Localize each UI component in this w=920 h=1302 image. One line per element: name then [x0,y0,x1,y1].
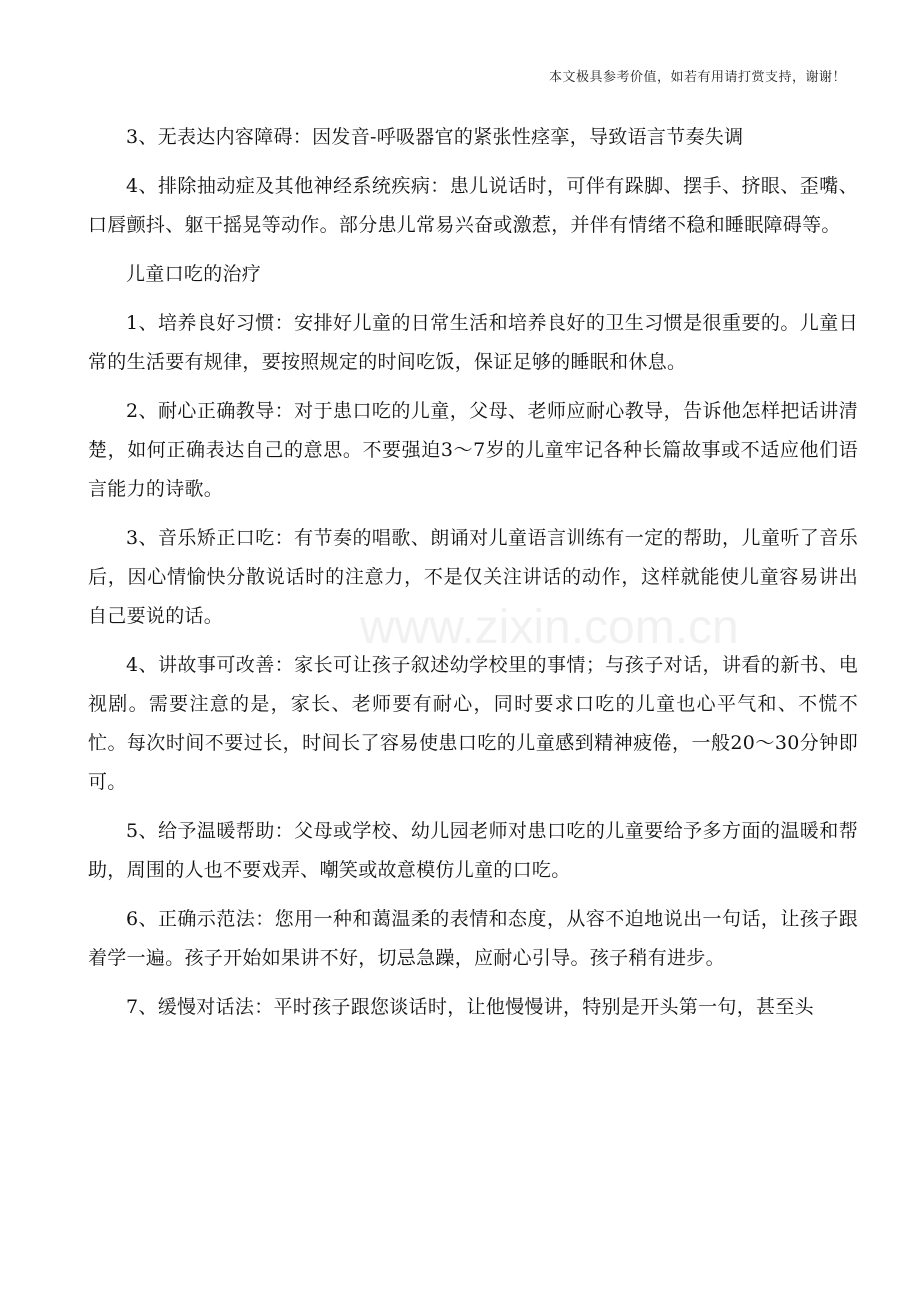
paragraph: 4、讲故事可改善：家长可让孩子叙述幼学校里的事情；与孩子对话，讲看的新书、电视剧。需要注意的是，家长、老师要有耐心，同时要求口吃的儿童也心平气和、不慌不忙。每次时间不要过长，时间长了容易使患口吃的儿童感到精神疲倦，一般20～30分钟即可。 [88,654,858,793]
paragraph: 4、排除抽动症及其他神经系统疾病：患儿说话时，可伴有跺脚、摆手、挤眼、歪嘴、口唇颤抖、躯干摇晃等动作。部分患儿常易兴奋或激惹，并伴有情绪不稳和睡眠障碍等。 [88,175,858,236]
paragraph: 6、正确示范法：您用一种和蔼温柔的表情和态度，从容不迫地说出一句话，让孩子跟着学一遍。孩子开始如果讲不好，切忌急躁，应耐心引导。孩子稍有进步。 [88,908,858,969]
section-heading: 儿童口吃的治疗 [126,263,262,285]
paragraph: 1、培养良好习惯：安排好儿童的日常生活和培养良好的卫生习惯是很重要的。儿童日常的生活要有规律，要按照规定的时间吃饭，保证足够的睡眠和休息。 [88,312,858,373]
paragraph: 2、耐心正确教导：对于患口吃的儿童，父母、老师应耐心教导，告诉他怎样把话讲清楚，如何正确表达自己的意思。不要强迫3～7岁的儿童牢记各种长篇故事或不适应他们语言能力的诗歌。 [88,400,858,500]
paragraph: 3、音乐矫正口吃：有节奏的唱歌、朗诵对儿童语言训练有一定的帮助，儿童听了音乐后，因心情愉快分散说话时的注意力，不是仅关注讲话的动作，这样就能使儿童容易讲出自己要说的话。 [88,527,858,627]
header-note: 本文极具参考价值，如若有用请打赏支持，谢谢！ [548,70,846,85]
paragraph: 5、给予温暖帮助：父母或学校、幼儿园老师对患口吃的儿童要给予多方面的温暖和帮助，周围的人也不要戏弄、嘲笑或故意模仿儿童的口吃。 [88,820,858,881]
paragraph: 7、缓慢对话法：平时孩子跟您谈话时，让他慢慢讲，特别是开头第一句，甚至头 [126,996,814,1018]
watermark: www.zixin.com.cn [360,601,739,654]
document-body [88,118,858,1027]
paragraph: 3、无表达内容障碍：因发音-呼吸器官的紧张性痉挛，导致语言节奏失调 [126,126,744,148]
